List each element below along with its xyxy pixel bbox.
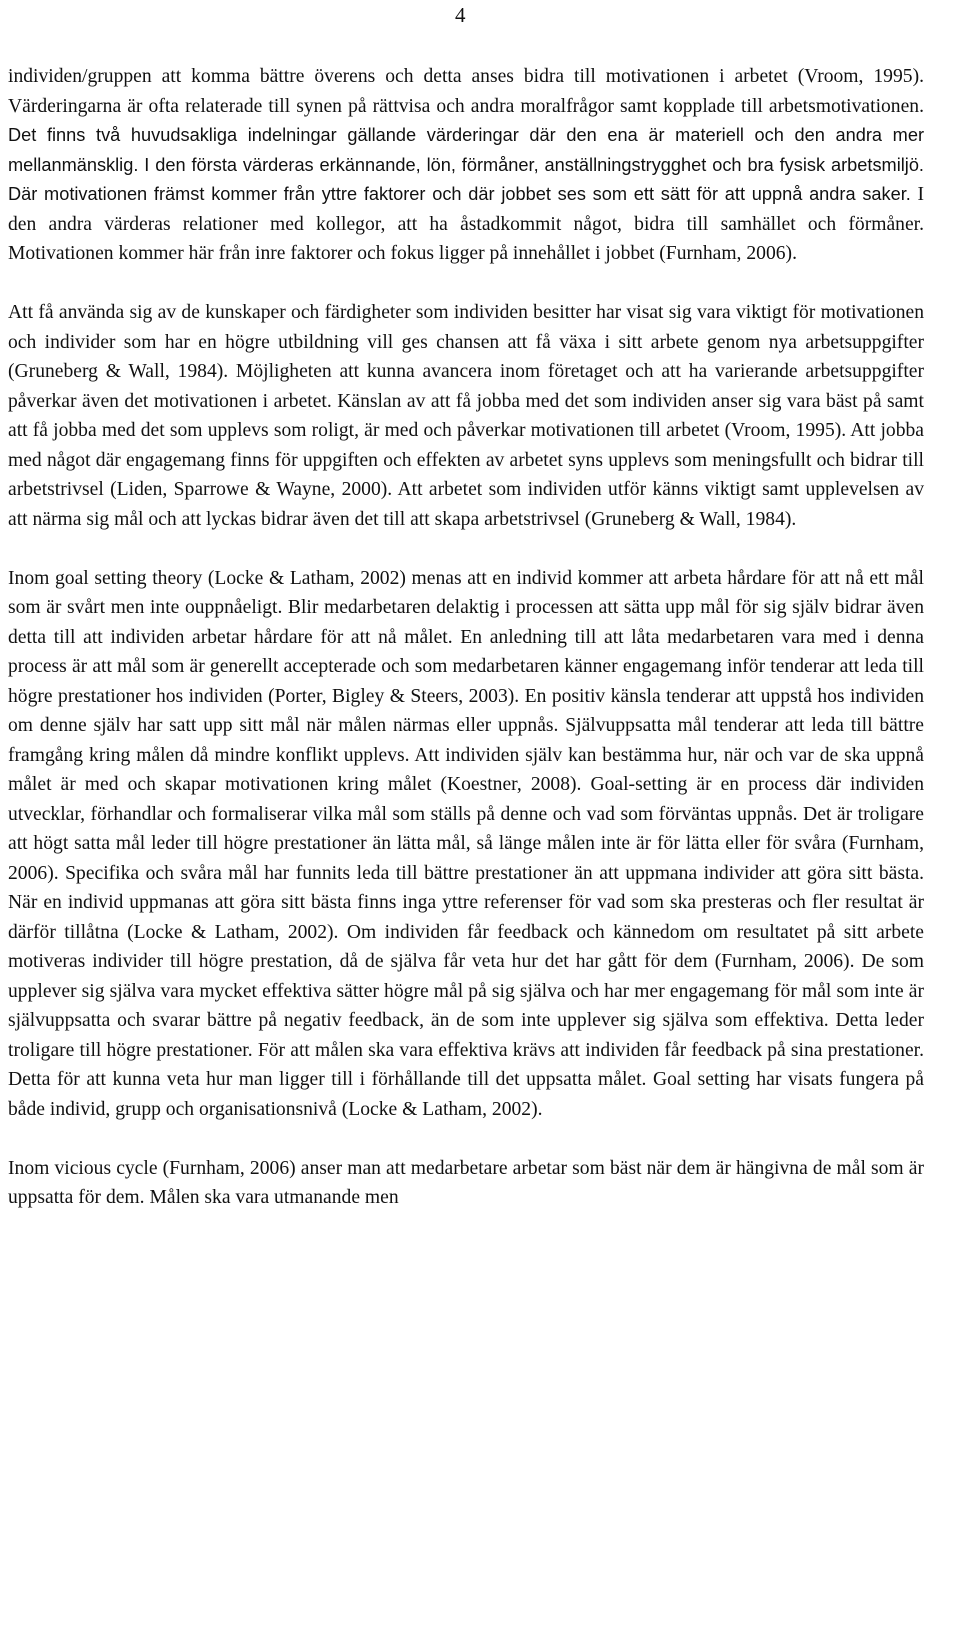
paragraph-text-sans: Det finns två huvudsakliga indelningar gällande värderingar där den ena är materiell och den andra mer mellanmänsklig. I den första värderas erkännande, lön, förmåner, anställningstrygghet och bra fysisk arbetsmiljö. Där motivationen främst kommer från yttre faktorer och där jobbet ses som ett sätt för att uppnå andra saker.	[8, 125, 924, 204]
paragraph-vicious-cycle	[8, 1154, 924, 1213]
paragraph-values	[8, 62, 924, 269]
paragraph-competence	[8, 298, 924, 534]
paragraph-text: Inom vicious cycle (Furnham, 2006) anser man att medarbetare arbetar som bäst när dem är hängivna de mål som är uppsatta för dem. Målen ska vara utmanande men	[8, 1157, 924, 1208]
paragraph-goal-setting	[8, 564, 924, 1125]
paragraph-text: I den andra värderas relationer med kollegor, att ha åstadkommit något, bidra till samhället och förmåner. Motivationen kommer här från inre faktorer och fokus ligger på innehållet i jobbet (Furnham, 2006).	[8, 184, 924, 264]
paragraph-text: individen/gruppen att komma bättre överens och detta anses bidra till motivationen i arbetet (Vroom, 1995). Värderingarna är ofta relaterade till synen på rättvisa och andra moralfrågor samt kopplade till arbetsmotivationen.	[8, 66, 924, 117]
paragraph-text: Inom goal setting theory (Locke & Latham, 2002) menas att en individ kommer att arbeta hårdare för att nå ett mål som är svårt men inte ouppnåeligt. Blir medarbetaren delaktig i processen att sätta upp mål för sig själv bidrar även detta till att individen arbetar hårdare för att nå målet. En anledning till att låta medarbetaren vara med i denna process är att mål som är generellt accepterade och som medarbetaren känner engagemang inför tenderar att leda till högre prestationer hos individen (Porter, Bigley & Steers, 2003). En positiv känsla tenderar att uppstå hos individen om denne själv har satt upp sitt mål när målen närmas eller uppnås. Självuppsatta mål tenderar att leda till bättre framgång kring målen då mindre konflikt upplevs. Att individen själv kan bestämma hur, när och var de ska uppnå målet är med och skapar motivationen kring målet (Koestner, 2008). Goal-setting är en process där individen utvecklar, förhandlar och formaliserar vilka mål som ställs på denne och vad som förväntas uppnås. Det är troligare att högt satta mål leder till högre prestationer än lätta mål, så länge målen inte är för lätta eller för svåra (Furnham, 2006). Specifika och svåra mål har funnits leda till bättre prestationer än att uppmana individer att göra sitt bästa. När en individ uppmanas att göra sitt bästa finns inga yttre referenser för vad som ska presteras och fler resultat är därför tillåtna (Locke & Latham, 2002). Om individen får feedback och kännedom om resultatet på sitt arbete motiveras individer till högre prestation, då de själva får veta hur det har gått för dem (Furnham, 2006). De som upplever sig själva vara mycket effektiva sätter högre mål på sig själva och har mer engagemang för mål som inte är självuppsatta och svarar bättre på negativ feedback, än de som inte upplever sig själva som effektiva. Detta leder troligare till högre prestationer. För att målen ska vara effektiva krävs att individen får feedback på sina prestationer. Detta för att kunna veta hur man ligger till i förhållande till det uppsatta målet. Goal setting har visats fungera på både individ, grupp och organisationsnivå (Locke & Latham, 2002).	[8, 567, 924, 1120]
page-number: 4	[455, 3, 466, 27]
paragraph-text: Att få använda sig av de kunskaper och färdigheter som individen besitter har visat sig vara viktigt för motivationen och individer som har en högre utbildning vill ges chansen att få växa i sitt arbete genom nya arbetsuppgifter (Gruneberg & Wall, 1984). Möjligheten att kunna avancera inom företaget och att ha varierande arbetsuppgifter påverkar även det motivationen i arbetet. Känslan av att få jobba med det som individen anser sig vara bäst på samt att få jobba med det som upplevs som roligt, är med och påverkar motivationen till arbetet (Vroom, 1995). Att jobba med något där engagemang finns för uppgiften och effekten av arbetet syns upplevs som meningsfullt och bidrar till arbetstrivsel (Liden, Sparrowe & Wayne, 2000). Att arbetet som individen utför känns viktigt samt upplevelsen av att närma sig mål och att lyckas bidrar även det till att skapa arbetstrivsel (Gruneberg & Wall, 1984).	[8, 302, 924, 530]
document-body	[8, 62, 924, 1213]
